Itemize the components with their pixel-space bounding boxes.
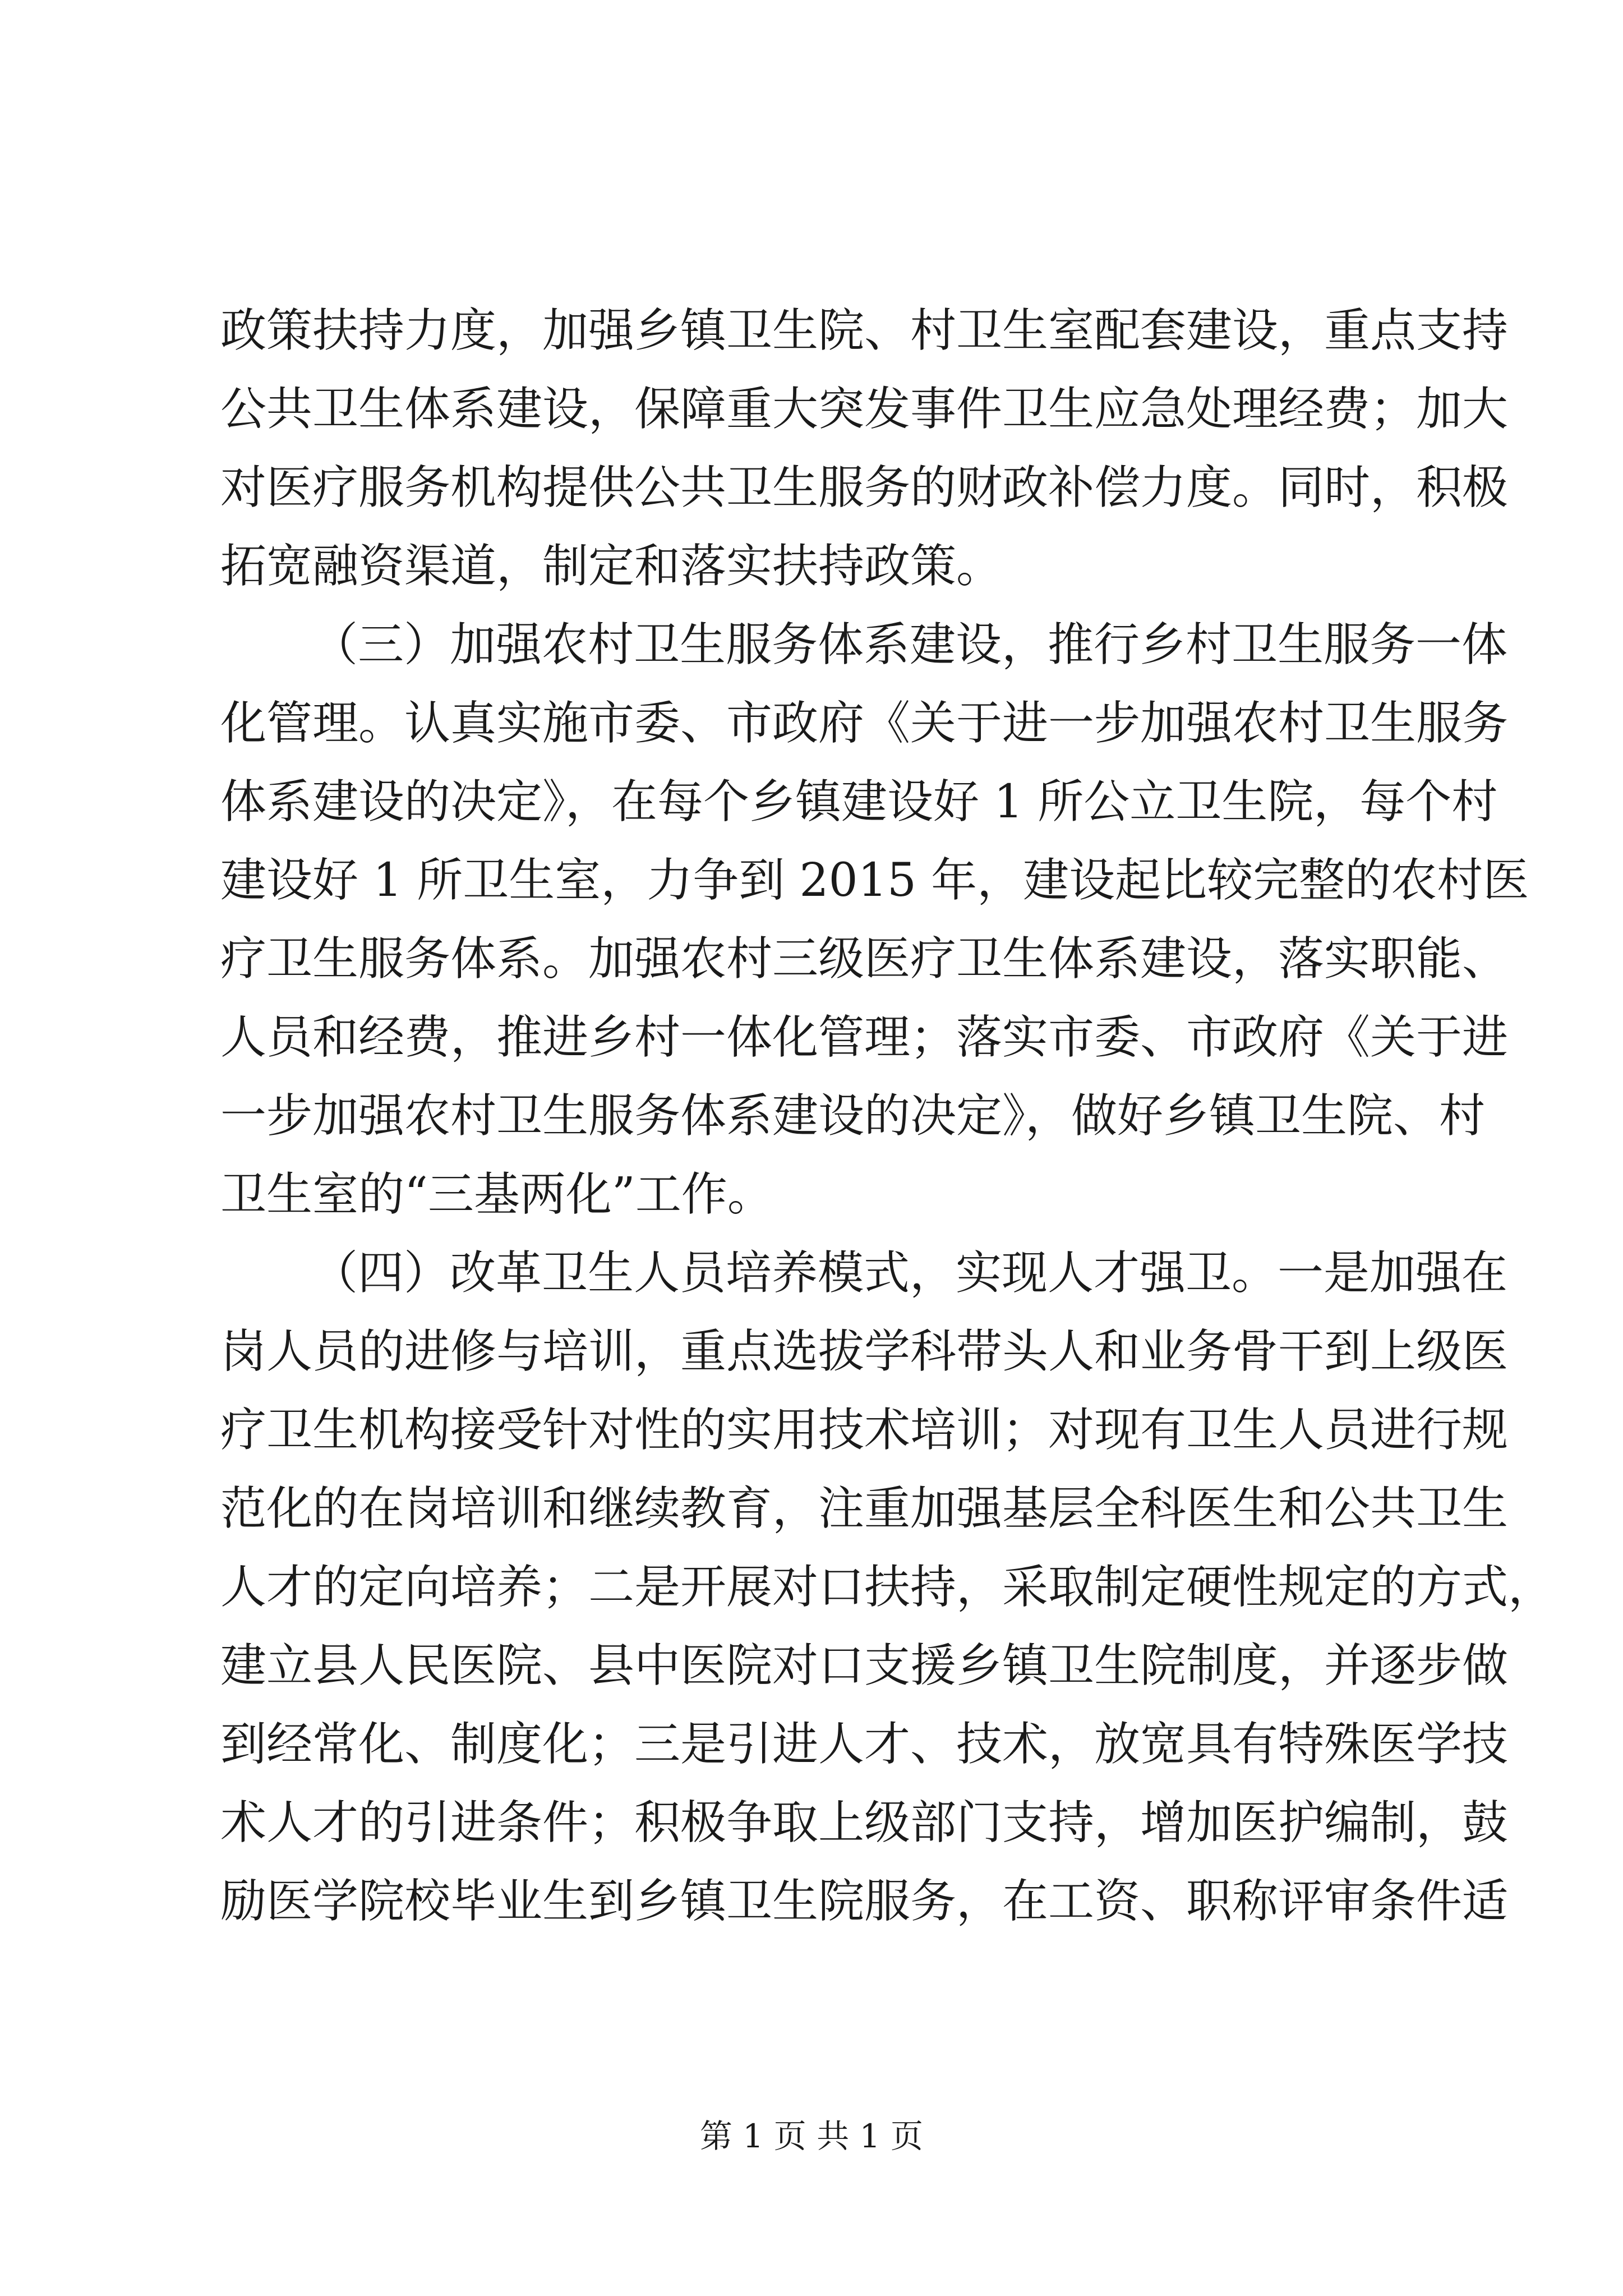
body-line: 公共卫生体系建设，保障重大突发事件卫生应急处理经费；加大	[220, 383, 1509, 436]
body-line: 一步加强农村卫生服务体系建设的决定》，做好乡镇卫生院、村	[220, 1089, 1486, 1143]
page-number-footer: 第 1 页 共 1 页	[700, 2117, 923, 2155]
body-line: 建立县人民医院、县中医院对口支援乡镇卫生院制度，并逐步做	[220, 1639, 1509, 1692]
body-line: 体系建设的决定》，在每个乡镇建设好 1 所公立卫生院，每个村	[220, 775, 1498, 829]
body-line: 疗卫生服务体系。加强农村三级医疗卫生体系建设，落实职能、	[220, 932, 1509, 986]
body-line: 术人才的引进条件；积极争取上级部门支持，增加医护编制，鼓	[220, 1796, 1509, 1849]
body-line: 人员和经费，推进乡村一体化管理；落实市委、市政府《关于进	[220, 1011, 1509, 1064]
body-line: 拓宽融资渠道，制定和落实扶持政策。	[220, 540, 1003, 593]
body-line: 卫生室的“三基两化”工作。	[220, 1168, 773, 1221]
paragraph-heading-3: （三）加强农村卫生服务体系建设，推行乡村卫生服务一体	[312, 618, 1508, 671]
body-line: 岗人员的进修与培训，重点选拔学科带头人和业务骨干到上级医	[220, 1325, 1509, 1378]
body-line: 建设好 1 所卫生室，力争到 2015 年，建设起比较完整的农村医	[220, 854, 1529, 907]
body-line: 励医学院校毕业生到乡镇卫生院服务，在工资、职称评审条件适	[220, 1875, 1509, 1928]
body-line: 对医疗服务机构提供公共卫生服务的财政补偿力度。同时，积极	[220, 461, 1509, 514]
paragraph-heading-4: （四）改革卫生人员培养模式，实现人才强卫。一是加强在	[312, 1246, 1508, 1300]
body-line: 化管理。认真实施市委、市政府《关于进一步加强农村卫生服务	[220, 697, 1509, 750]
body-line: 到经常化、制度化；三是引进人才、技术，放宽具有特殊医学技	[220, 1718, 1509, 1771]
body-line: 人才的定向培养；二是开展对口扶持，采取制定硬性规定的方式，	[220, 1561, 1555, 1614]
body-line: 政策扶持力度，加强乡镇卫生院、村卫生室配套建设，重点支持	[220, 304, 1509, 357]
body-line: 范化的在岗培训和继续教育，注重加强基层全科医生和公共卫生	[220, 1482, 1509, 1535]
body-line: 疗卫生机构接受针对性的实用技术培训；对现有卫生人员进行规	[220, 1404, 1509, 1457]
